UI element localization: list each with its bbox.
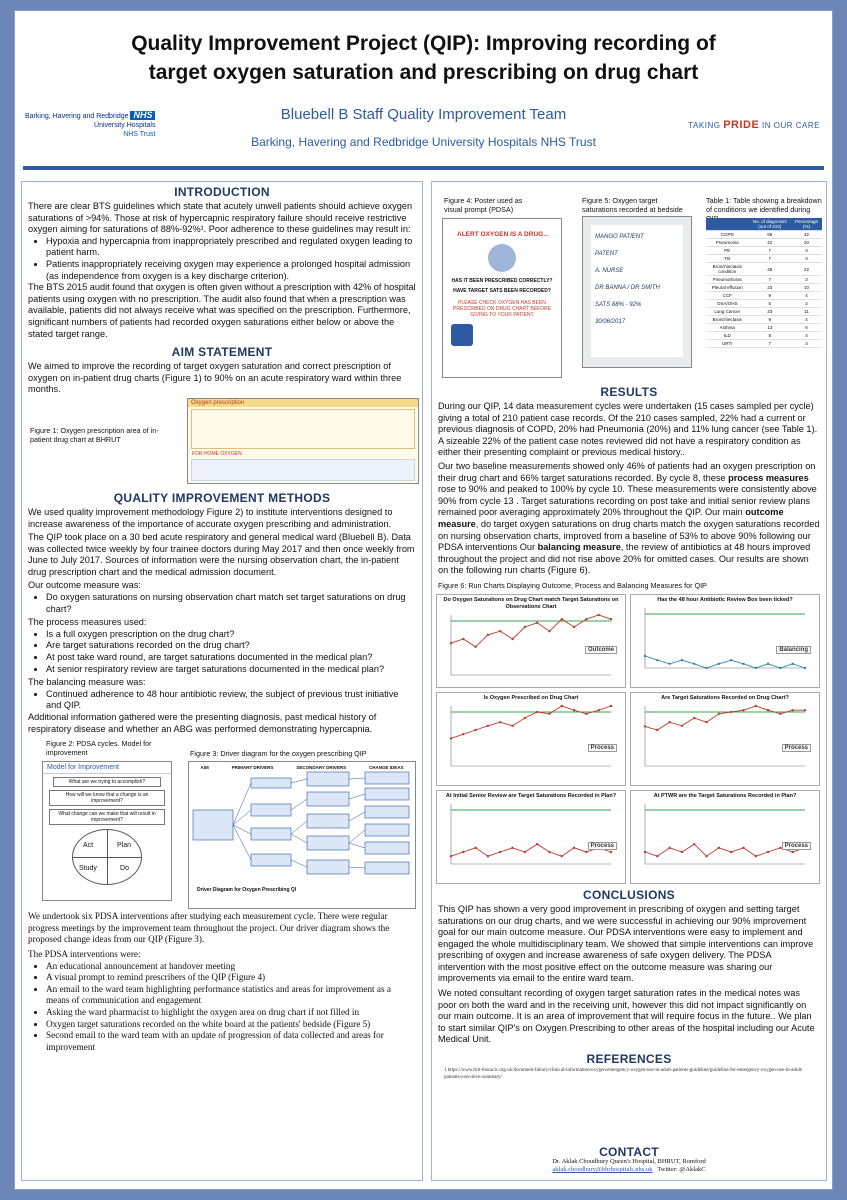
chart-axes [451,615,611,675]
left-column [21,181,423,1181]
table-cell: ILD [706,332,749,340]
data-point [656,659,658,661]
data-point [693,843,695,845]
run-charts [432,594,826,886]
list-item: • Second email to the ward team with an update of progression of data collected and areas for improvement [46,1030,416,1053]
data-point [597,709,599,711]
fig4-image: ALERT OXYGEN IS A DRUG... HAS IT BEEN PRESCRIBED CORRECTLY? HAVE TARGET SATS BEEN RECORDED? PLEASE CHECK OXYGEN HAS BEEN PRESCRIBED ON DRUG CHART BEFORE GIVING TO YOUR PATIENT [442,218,562,378]
table-cell: 9 [749,316,792,324]
data-point [585,618,587,620]
list-item: • Do oxygen saturations on nursing observation chart match set target saturations on drug chart? [46,592,416,615]
table-cell: Pneumonia [706,239,749,247]
data-point [561,705,563,707]
table-row [706,284,822,292]
list-item: • An email to the ward team highlighting performance statistics and areas for improvement as a means of communication and engagement [46,984,416,1007]
table-header: Percentage (%) [791,218,822,231]
conclusions-heading: CONCLUSIONS [583,887,675,902]
data-point [730,711,732,713]
measure-tag: Process [782,744,811,752]
series-line [645,656,805,668]
fig6-caption: Figure 6: Run Charts Displaying Outcome, Process and Balancing Measures for QIP [438,580,707,590]
table-cell: 4 [791,292,822,300]
list-item: • An educational announcement at handover meeting [46,961,416,973]
table-cell: 9 [749,292,792,300]
intro-section: There are clear BTS guidelines which state that acutely unwell patients should achieve oxygen saturations of >94%. Those at risk of hypercapnic respiratory failure should receive restrictive oxygen aiming for saturations of 88%-92%¹. Poor adherence to these guidelines may result in: • Hypoxia and hypercapnia from inappropriately prescribed and regulated oxygen leading to patient harm. • Patients inappropriately receiving oxygen may experience a prolonged hospital admission (as independence from oxygen is a key discharge criterion). The BTS 2015 audit found that oxygen is often given without a prescription with 42% of hospital patients using oxygen with no prescription. The audit also found that when a prescription was available, patients did not always receive what was specified on the prescription. Furthermore, significant numbers of patients had recorded oxygen saturations either below or above the stated target range. [22,201,422,340]
data-point [610,618,612,620]
data-point [791,663,793,665]
data-point [450,737,452,739]
header-divider [23,166,824,170]
fig1-area [22,396,422,488]
data-point [610,705,612,707]
data-point [487,855,489,857]
list-item: • Asking the ward pharmacist to highlight the oxygen area on drug chart if not filled in [46,1007,416,1019]
data-point [668,847,670,849]
fig2-image: Model for Improvement What are we trying to accomplish? How will we know that a change is an improvement? What change can we make that will result in improvement? Act Plan Study Do [42,761,172,901]
data-point [718,663,720,665]
data-point [499,630,501,632]
data-point [656,855,658,857]
data-point [561,855,563,857]
table-cell: 13 [749,324,792,332]
chart-plot [631,702,819,776]
table-cell: 3 [791,276,822,284]
chart-title: At PTWR are the Target Saturations Recorded in Plan? [653,792,797,799]
table-cell: Asthma [706,324,749,332]
table-row [706,316,822,324]
data-point [573,847,575,849]
table-cell: 2 [791,300,822,308]
table-row [706,231,822,239]
top-figures [432,182,826,382]
list-item: • Patients inappropriately receiving oxygen may experience a prolonged hospital admission (as independence from oxygen is a key discharge criterion). [46,259,416,282]
pdsa-cycle: Act Plan Study Do [72,829,142,885]
data-point [742,847,744,849]
data-point [779,667,781,669]
table-cell: TB [706,255,749,263]
data-point [730,659,732,661]
data-point [681,851,683,853]
fig3-caption: Figure 3: Driver diagram for the oxygen prescribing QIP [190,749,367,759]
table-row [706,239,822,247]
table-cell: Pleural effusion [706,284,749,292]
chart-title: Has the 48 hour Antibiotic Review Box been ticked? [657,596,793,603]
chart-title: Do Oxygen Saturations on Drug Chart match Target Saturations on Observations Chart [443,596,619,610]
conclusions-section: This QIP has shown a very good improvement in prescribing of oxygen and setting target saturations on our drug charts, and we were successful in achieving our 90% improvement goal for our main outcome measure. Our PDSA interventions were easy to implement and engaged the whole multidisciplinary team. We showed that simple interventions can improve prescribing of oxygen and increase awareness of safe oxygen delivery. The PDSA intervention with the most positive effect on the outcome measure was sharing our improvements via email to the entire ward team. We noted consultant recording of oxygen target saturation rates in the medical notes was poor on both the ward and in the receiving unit, however this did not impact significantly on our main outcome. It is an area of improvement that will require focus in the future.. We plan to start similar QIP's on Oxygen Prescribing to other areas of the hospital including our Acute Medical Unit. [438,903,815,1045]
table-cell: 3 [791,247,822,255]
data-point [536,711,538,713]
team-name: Bluebell B Staff Quality Improvement Team [280,106,567,123]
measure-tag: Process [588,744,617,752]
data-point [462,733,464,735]
data-point [499,721,501,723]
data-point [511,725,513,727]
table-cell: OSA/OHS [706,300,749,308]
data-point [742,709,744,711]
data-point [705,855,707,857]
nhs-logo: Barking, Havering and Redbridge NHS University Hospitals NHS Trust [25,110,156,138]
series-line [645,706,805,730]
chart-plot [631,604,819,678]
chart-plot [437,702,625,776]
table-row [706,292,822,300]
table-cell: 20 [791,239,822,247]
data-point [499,851,501,853]
table-cell: Lung Cancer [706,308,749,316]
data-point [585,851,587,853]
data-point [536,843,538,845]
driver-diagram [189,770,415,882]
fig4-caption: Figure 4: Poster used as visual prompt (PDSA) [444,196,523,214]
table-cell: PE [706,247,749,255]
chart-plot [631,800,819,874]
data-point [755,855,757,857]
data-point [791,709,793,711]
chart-axes [451,804,611,864]
table-cell: 4 [791,332,822,340]
table-cell: 3 [791,340,822,348]
methods-section: We used quality improvement methodology Figure 2) to institute interventions designed to increase awareness of the importance of accurate oxygen prescribing and administration. The QIP took place on a 30 bed acute respiratory and general medical ward (Bluebell B). Data was collected twice weekly by four trainee doctors during May 2017 and then once weekly from June to July 2017. Sources of information were the nursing observation chart, the in-patient drug prescription chart and the medical admission document. Our outcome measure was: • Do oxygen saturations on nursing observation chart match set target saturations on drug chart? The process measures used: • Is a full oxygen prescription on the drug chart? • Are target saturations recorded on the drug chart? • At post take ward round, are target saturations documented in the medical plan? • At senior respiratory review are target saturations documented in the medical plan? The balancing measure was: • Continued adherence to 48 hour antibiotic review, the subject of previous trust initiative and QIP. Additional information gathered were the presenting diagnosis, past medical history of respiratory disease and whether an ABG was performed demonstrating hypercapnia. [22,507,422,735]
table-header [706,218,749,231]
table1-caption: Table 1: Table showing a breakdown of conditions we identified during [706,196,822,214]
chart-title: Is Oxygen Prescribed on Drug Chart [483,694,579,701]
table-cell: CCF [706,292,749,300]
data-point [644,851,646,853]
data-point [705,667,707,669]
table-cell: Bronchiectasis [706,316,749,324]
data-point [450,855,452,857]
fig5-caption: Figure 5: Oxygen target saturations recorded at bedside [582,196,683,214]
logo-badge-icon [451,324,473,346]
table-cell: 7 [749,340,792,348]
fig5-image: MANGO PATIENT PATENT A. NURSE DR BANNA / DR SMITH SATS 88% - 92% 30/06/2017 [582,216,692,368]
data-point [548,851,550,853]
trust-name: Barking, Havering and Redbridge University Hospitals NHS Trust [251,135,596,149]
data-point [462,638,464,640]
table-row [706,276,822,284]
table-cell: 42 [749,239,792,247]
list-item: • Oxygen target saturations recorded on the white board at the patients' bedside (Figure 5) [46,1019,416,1031]
data-point [730,851,732,853]
table-cell: 8 [749,332,792,340]
run-chart-5 [436,790,626,884]
data-point [548,630,550,632]
data-point [755,705,757,707]
data-point [779,713,781,715]
data-point [561,618,563,620]
list-item: • Continued adherence to 48 hour antibiotic review, the subject of previous trust initiative and QIP. [46,689,416,712]
table-cell: 11 [791,308,822,316]
chart-axes [645,804,805,864]
data-point [767,851,769,853]
results-section: During our QIP, 14 data measurement cycles were undertaken (15 cases sampled per cycle) giving a total of 210 patient case records. Of the 210 cases sampled, 22% had a current or previous diagnosis of COPD, 20% had Pneumonia (20%) and 11% lung cancer (see Table 1). A sizeable 22% of the patient case notes reviewed did not have a respiratory condition as either their presenting complaint or previous medical history.. Our two baseline measurements showed only 46% of patients had an oxygen prescription on their drug chart and 66% target saturations recorded. By cycle 8, these process measures rose to 90% and peaked to 100% by cycle 10. These measurements were consistently above 90% from cycle 13 . Target saturations recording on post take and initial senior review plans remained poor averaging approximately 20% throughout the QIP. Our main outcome measure, do target oxygen saturations on drug charts match the oxygen saturations recorded on nursing observation charts, improved from a baseline of 53% to above 90% following our PDSA interventions Our balancing measure, the review of antibiotics at 48 hours improved throughout the project and did not rise above 20% for omitted cases. Our results are shown on the following run charts (Figure 6). [438,401,820,576]
poster-title: Quality Improvement Project (QIP): Improving recording of target oxygen saturation and prescribing on drug chart [131,32,716,84]
table-cell: 7 [749,247,792,255]
table-row [706,332,822,340]
data-point [705,721,707,723]
data-point [767,709,769,711]
chart-title: At Initial Senior Review are Target Saturations Recorded in Plan? [445,792,617,799]
table-cell: 10 [791,284,822,292]
table-cell: 48 [749,263,792,276]
data-point [474,847,476,849]
data-point [462,851,464,853]
data-point [597,614,599,616]
data-point [548,713,550,715]
contact-heading: CONTACT [599,1145,659,1159]
table-cell: 6 [791,324,822,332]
measure-tag: Outcome [585,646,617,654]
data-point [767,663,769,665]
references-heading: REFERENCES [586,1052,672,1067]
table-row [706,263,822,276]
aim-heading: AIM STATEMENT [171,345,273,360]
data-point [524,626,526,628]
data-point [487,634,489,636]
pdsa-section: We undertook six PDSA interventions after studying each measurement cycle. There were regular progress meetings by the improvement team throughout the project. Our driver diagram shows the proposed change ideas from our QIP (Figure 3). The PDSA interventions were: • An educational announcement at handover meeting • A visual prompt to remind prescribers of the QIP (Figure 4) • An email to the ward team highlighting performance statistics and areas for improvement as a means of communication and engagement • Asking the ward pharmacist to highlight the oxygen area on drug chart if not filled in • Oxygen target saturations recorded on the white board at the patients' bedside (Figure 5) • Second email to the ward team with an update of progression of data collected and areas for improvement [22,911,422,1053]
data-point [474,729,476,731]
data-point [585,713,587,715]
intro-heading: INTRODUCTION [174,185,270,199]
data-point [742,663,744,665]
right-column [431,181,827,1181]
list-item: • Is a full oxygen prescription on the drug chart? [46,629,416,641]
table-row [706,340,822,348]
table-row [706,300,822,308]
table-cell: 4 [791,316,822,324]
data-point [804,709,806,711]
table-cell: 7 [749,255,792,263]
chart-axes [645,706,805,766]
data-point [681,725,683,727]
data-point [474,646,476,648]
data-point [524,717,526,719]
list-item: • At post take ward round, are target saturations documented in the medical plan? [46,652,416,664]
measure-tag: Process [588,842,617,850]
fig2-fig3-area [22,739,422,911]
measure-tag: Process [782,842,811,850]
list-item: • Hypoxia and hypercapnia from inappropriately prescribed and regulated oxygen leading to patient harm. [46,236,416,259]
data-point [511,638,513,640]
data-point [718,847,720,849]
table-cell: 3 [791,255,822,263]
table-row [706,308,822,316]
chart-plot [437,800,625,874]
data-point [573,626,575,628]
run-chart-6 [630,790,820,884]
list-item: • At senior respiratory review are target saturations documented in the medical plan? [46,664,416,676]
table-cell: 68 [749,231,792,239]
chart-axes [645,608,805,668]
methods-heading: QUALITY IMPROVEMENT METHODS [113,490,331,505]
data-point [791,851,793,853]
taking-pride-logo: TAKING PRIDE IN OUR CARE [688,119,820,131]
data-point [610,851,612,853]
fig1-image: Oxygen prescription FOR HOME OXYGEN [187,398,419,484]
table-cell: COPD [706,231,749,239]
aim-section: We aimed to improve the recording of target oxygen saturation and correct prescription of oxygen on in-patient drug charts (Figure 1) to 90% on an acute respiratory ward within three months. [28,361,402,395]
table-cell: Bronchiectasis condition [706,263,749,276]
data-point [693,717,695,719]
table-cell: 23 [749,308,792,316]
data-point [511,847,513,849]
data-point [668,721,670,723]
table-cell: 22 [791,263,822,276]
list-item: • Are target saturations recorded on the drug chart? [46,640,416,652]
fig2-caption: Figure 2: PDSA cycles. Model for improvement [46,739,152,758]
measure-tag: Balancing [776,646,811,654]
data-point [668,663,670,665]
table1 [706,218,822,348]
table-cell: URTI [706,340,749,348]
data-point [644,725,646,727]
data-point [718,713,720,715]
run-chart-3 [436,692,626,786]
table-row [706,247,822,255]
table-row [706,324,822,332]
list-item: • A visual prompt to remind prescribers of the QIP (Figure 4) [46,972,416,984]
table-cell: 5 [749,300,792,308]
chart-title: Are Target Saturations Recorded on Drug Chart? [661,694,789,701]
reference-text: 1 https://www.brit-thoracic.org.uk/document-library/clinical-information/oxygen/emergency-oxygen-use-in-adult-patients-guideline/guideline-for-emergency-oxygen-use-in-adult-patients-executive-summary/ [444,1068,803,1080]
table-cell: 32 [791,231,822,239]
data-point [536,622,538,624]
contact-email-link[interactable]: aklak.choudhury@bhrhospitals.nhs.uk [552,1166,653,1173]
fig3-image: AIM PRIMARY DRIVERS SECONDARY DRIVERS CHANGE IDEAS Driver Diagram for Oxygen Prescribing QI [188,761,416,909]
series-line [451,706,611,738]
data-point [644,655,646,657]
data-point [524,851,526,853]
table-header: No. of diagnoses (out of 210) [749,218,792,231]
poster [14,10,833,1190]
data-point [681,659,683,661]
data-point [656,729,658,731]
oxygen-cylinder-icon [488,244,516,272]
data-point [573,709,575,711]
run-chart-1 [436,594,626,688]
fig1-caption: Figure 1: Oxygen prescription area of in-patient drug chart at BHRUT [30,425,159,444]
data-point [487,725,489,727]
run-chart-2 [630,594,820,688]
data-point [804,667,806,669]
intro-bullets [28,236,416,282]
table-cell: 23 [749,284,792,292]
data-point [755,667,757,669]
run-chart-4 [630,692,820,786]
data-point [693,663,695,665]
contact-section: CONTACT Dr. Aklak Choudhury Queen's Hospital, BHRUT, Romford aklak.choudhury@bhrhospitals.nhs.uk Twitter: @AklakC [432,1145,826,1174]
table-cell: 7 [749,276,792,284]
data-point [450,642,452,644]
table-cell: Pneumothorax [706,276,749,284]
results-heading: RESULTS [600,385,658,399]
table-row [706,255,822,263]
